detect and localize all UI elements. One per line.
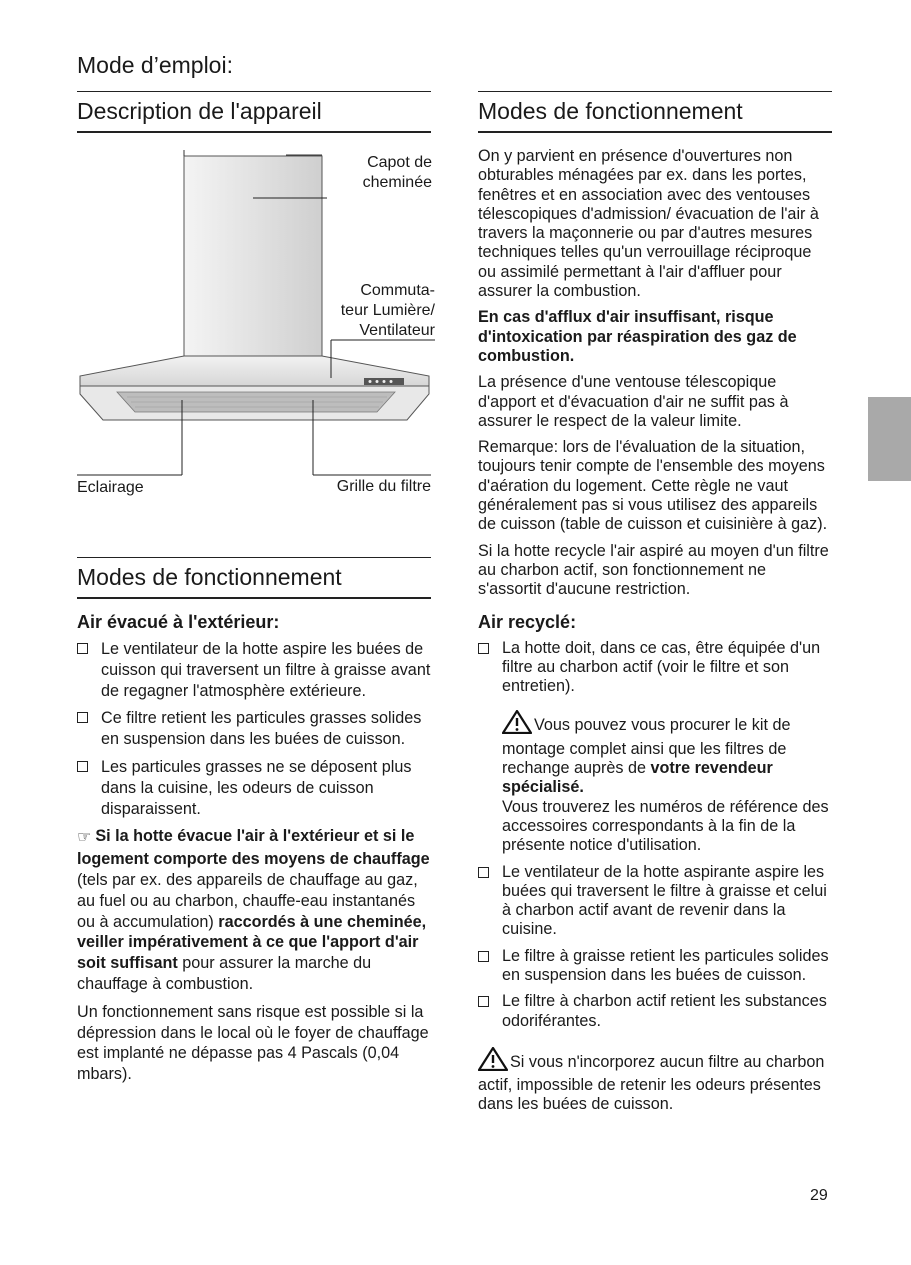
- label-capot-line1: Capot de: [367, 154, 432, 171]
- note-bold-2: raccordés à une cheminée, veiller impérativement à ce que l'apport d'air soit suffisant: [77, 912, 427, 973]
- note-text-2: pour assurer la marche du chauffage à combustion.: [77, 954, 372, 993]
- kit-warning-bold: votre revendeur spécialisé.: [502, 759, 773, 797]
- warning-triangle-icon: [502, 710, 532, 739]
- label-commutateur: [341, 281, 435, 341]
- note-text-1: (tels par ex. des appareils de chauffage au gaz, au fuel ou au charbon, chauffe-eau instantanés ou à accumulation): [77, 870, 418, 931]
- heating-note: [77, 826, 431, 994]
- page-number: 29: [810, 1187, 828, 1204]
- checkbox-icon: [478, 867, 489, 878]
- checkbox-icon: [478, 643, 489, 654]
- checkbox-icon: [77, 761, 88, 772]
- right-body: [478, 147, 832, 1122]
- checkbox-icon: [77, 643, 88, 654]
- description-heading: Description de l'appareil: [77, 91, 431, 133]
- label-capot-line2: cheminée: [362, 174, 432, 191]
- air-recycle-heading: Air recyclé:: [478, 611, 577, 632]
- list-item: [478, 639, 832, 697]
- list-item: [77, 708, 431, 750]
- list-item: [478, 992, 832, 1031]
- paragraph-1: On y parvient en présence d'ouvertures non obturables ménagées par ex. dans les portes, fenêtres et en association avec des ventouses télescopiques d'admission/ évacuation de l'air à travers la maçonnerie ou par d'autres mesures techniques telles qu'un verrouillage réciproque ou assimilé permettant à l'air d'affluer pour assurer la combustion.: [478, 147, 819, 301]
- list-item: [478, 863, 832, 940]
- label-commutateur-line2: teur Lumière/: [340, 302, 435, 319]
- checkbox-icon: [478, 951, 489, 962]
- modes-heading-left: Modes de fonctionnement: [77, 557, 431, 599]
- list-item-text: Les particules grasses ne se déposent plus dans la cuisine, les odeurs de cuisson disparaissent.: [101, 757, 412, 818]
- charcoal-warning-text: Si vous n'incorporez aucun filtre au charbon actif, impossible de retenir les odeurs présentes dans les buées de cuisson.: [478, 1052, 825, 1114]
- list-item: [77, 757, 431, 819]
- pointing-hand-icon: ☞: [77, 829, 92, 847]
- list-item-text: Le filtre à graisse retient les particules solides en suspension dans les buées de cuisson.: [502, 946, 829, 984]
- checkbox-icon: [478, 996, 489, 1007]
- side-tab-marker: [868, 397, 911, 481]
- label-eclairage: Eclairage: [77, 479, 144, 496]
- kit-warning-text: Vous pouvez vous procurer le kit de montage complet ainsi que les filtres de rechange auprès de: [502, 716, 791, 778]
- charcoal-warning: [478, 1047, 832, 1115]
- warning-triangle-icon: [478, 1047, 508, 1076]
- paragraph-4: Si la hotte recycle l'air aspiré au moyen d'un filtre au charbon actif, son fonctionnement ne s'assortit d'aucune restriction.: [478, 541, 829, 599]
- warning-bold-paragraph: En cas d'afflux d'air insuffisant, risque d'intoxication par réaspiration des gaz de combustion.: [478, 308, 797, 365]
- list-item-text: Le ventilateur de la hotte aspire les buées de cuisson qui traversent un filtre à graisse avant de regagner l'atmosphère extérieure.: [101, 640, 431, 700]
- label-capot: [363, 153, 432, 193]
- kit-warning: [478, 710, 832, 855]
- checkbox-icon: [77, 712, 88, 723]
- label-commutateur-line3: Ventilateur: [359, 322, 435, 339]
- list-item-text: La hotte doit, dans ce cas, être équipée d'un filtre au charbon actif (voir le filtre et son entretien).: [502, 638, 821, 696]
- list-item: [77, 639, 431, 701]
- list-item-text: Ce filtre retient les particules grasses solides en suspension dans les buées de cuisson.: [101, 709, 422, 749]
- hood-diagram: [77, 150, 435, 500]
- list-item: [478, 947, 832, 986]
- modes-heading-right: Modes de fonctionnement: [478, 91, 832, 133]
- kit-warning-text-2: Vous trouverez les numéros de référence des accessoires correspondants à la fin de la présente notice d'utilisation.: [502, 797, 829, 855]
- page-title: Mode d’emploi:: [77, 52, 233, 78]
- list-item-text: Le filtre à charbon actif retient les substances odoriférantes.: [502, 992, 827, 1030]
- left-body: [77, 612, 431, 1092]
- label-commutateur-line1: Commuta-: [360, 282, 435, 299]
- paragraph-2: La présence d'une ventouse télescopique d'apport et d'évacuation d'air ne suffit pas à assurer le respect de la valeur limite.: [478, 373, 789, 430]
- air-evacue-heading: Air évacué à l'extérieur:: [77, 612, 280, 632]
- list-item-text: Le ventilateur de la hotte aspirante aspire les buées qui traversent le filtre à graisse et celui à charbon actif avant de revenir dans la cuisine.: [502, 862, 827, 939]
- depression-paragraph: Un fonctionnement sans risque est possible si la dépression dans le local où le foyer de chauffage est implanté ne dépasse pas 4 Pascals (0,04 mbars).: [77, 1002, 429, 1084]
- paragraph-3: Remarque: lors de l'évaluation de la situation, toujours tenir compte de l'ensemble des moyens d'aération du logement. Cette règle ne vaut généralement pas si vous utilisez des appareils de cuisson (table de cuisson et cuisinière à gaz).: [478, 438, 828, 534]
- label-grille: Grille du filtre: [336, 478, 431, 495]
- note-bold-1: Si la hotte évacue l'air à l'extérieur et si le logement comporte des moyens de chauffage: [77, 827, 430, 869]
